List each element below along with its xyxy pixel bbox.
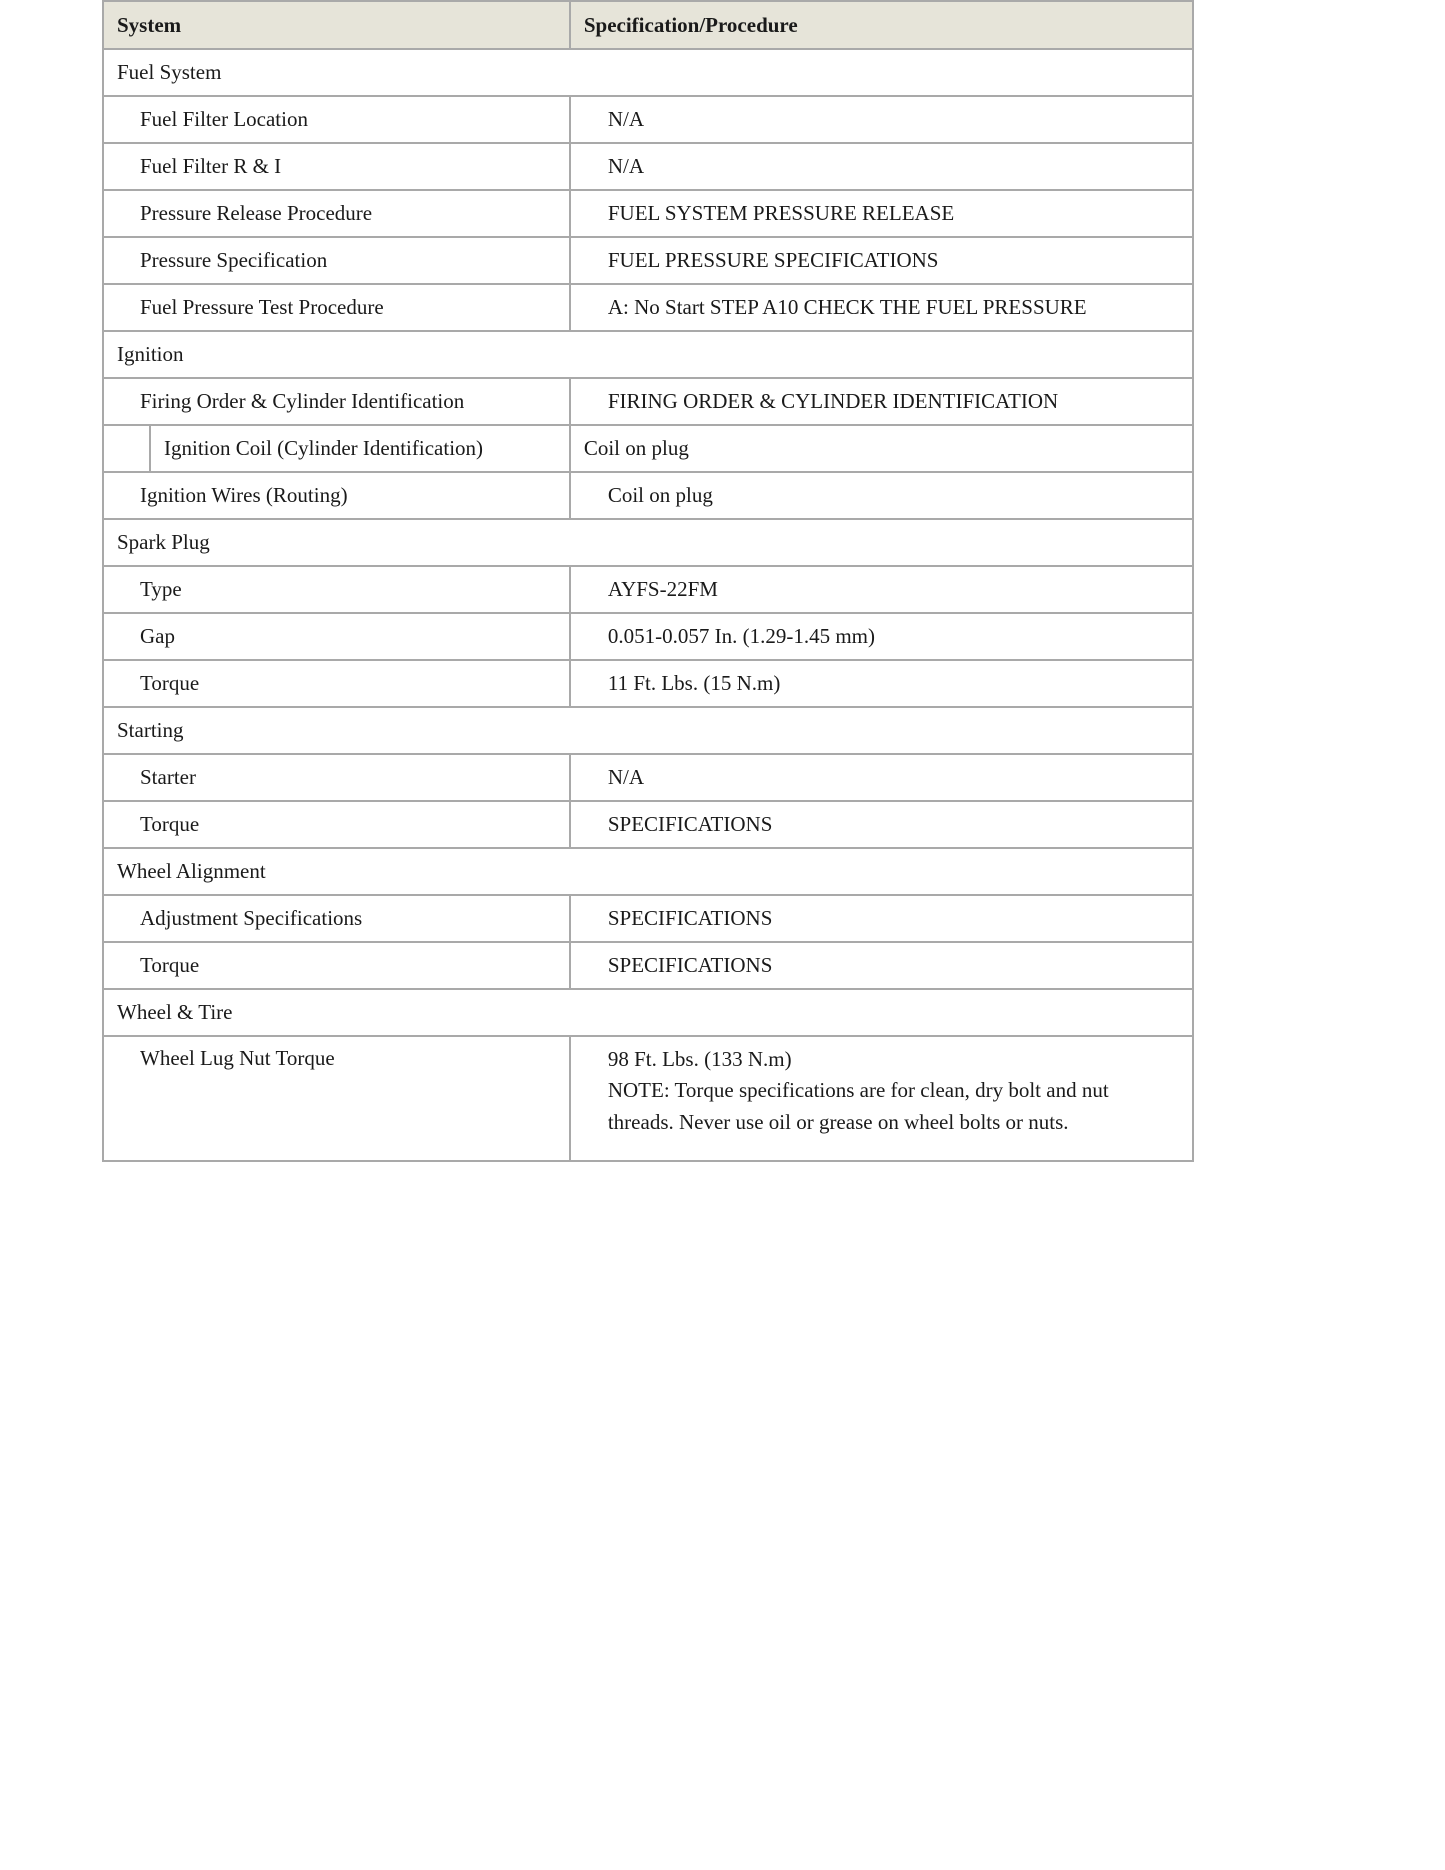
table-row xyxy=(103,143,1193,190)
row-label: Torque xyxy=(103,942,570,989)
row-value: 98 Ft. Lbs. (133 N.m) xyxy=(607,1047,792,1071)
row-value: N/A xyxy=(570,143,1193,190)
row-value-link[interactable]: FIRING ORDER & CYLINDER IDENTIFICATION xyxy=(570,378,1193,425)
row-label: Fuel Filter R & I xyxy=(103,143,570,190)
header-specification: Specification/Procedure xyxy=(570,1,1193,49)
row-value-link[interactable]: SPECIFICATIONS xyxy=(570,801,1193,848)
row-label: Fuel Filter Location xyxy=(103,96,570,143)
row-label: Starter xyxy=(103,754,570,801)
row-value-link[interactable]: A: No Start STEP A10 CHECK THE FUEL PRESSURE xyxy=(570,284,1193,331)
row-value-link[interactable]: SPECIFICATIONS xyxy=(570,942,1193,989)
table-header-row xyxy=(103,1,1193,49)
table-row xyxy=(103,378,1193,425)
row-label: Type xyxy=(103,566,570,613)
table-row xyxy=(103,96,1193,143)
row-label: Ignition Coil (Cylinder Identification) xyxy=(164,436,484,460)
row-value-link[interactable]: FUEL PRESSURE SPECIFICATIONS xyxy=(570,237,1193,284)
row-label: Firing Order & Cylinder Identification xyxy=(103,378,570,425)
row-value-link[interactable]: SPECIFICATIONS xyxy=(570,895,1193,942)
table-row xyxy=(103,895,1193,942)
table-row xyxy=(103,942,1193,989)
table-row xyxy=(103,284,1193,331)
table-row-nested xyxy=(103,425,1193,472)
table-row xyxy=(103,237,1193,284)
table-row xyxy=(103,801,1193,848)
table-row xyxy=(103,190,1193,237)
nested-label-cell xyxy=(103,425,570,472)
row-label: Torque xyxy=(103,660,570,707)
row-label: Pressure Release Procedure xyxy=(103,190,570,237)
section-heading: Fuel System xyxy=(103,49,1193,96)
row-value-with-note xyxy=(570,1036,1193,1161)
table-row xyxy=(103,472,1193,519)
table-row xyxy=(103,754,1193,801)
section-row-fuel-system xyxy=(103,49,1193,96)
row-value: Coil on plug xyxy=(570,425,1193,472)
row-label: Gap xyxy=(103,613,570,660)
table-row xyxy=(103,613,1193,660)
row-value: 0.051-0.057 In. (1.29-1.45 mm) xyxy=(570,613,1193,660)
section-row-wheel-tire xyxy=(103,989,1193,1036)
specification-table xyxy=(102,0,1194,1162)
section-heading: Wheel & Tire xyxy=(103,989,1193,1036)
table-row xyxy=(103,660,1193,707)
section-row-starting xyxy=(103,707,1193,754)
row-value: Coil on plug xyxy=(570,472,1193,519)
row-value: N/A xyxy=(570,754,1193,801)
row-value: 11 Ft. Lbs. (15 N.m) xyxy=(570,660,1193,707)
section-heading: Ignition xyxy=(103,331,1193,378)
indent-spacer xyxy=(104,426,151,471)
section-heading: Wheel Alignment xyxy=(103,848,1193,895)
row-label: Adjustment Specifications xyxy=(103,895,570,942)
row-label: Torque xyxy=(103,801,570,848)
row-label: Ignition Wires (Routing) xyxy=(103,472,570,519)
row-value-link[interactable]: FUEL SYSTEM PRESSURE RELEASE xyxy=(570,190,1193,237)
row-label: Fuel Pressure Test Procedure xyxy=(103,284,570,331)
section-row-ignition xyxy=(103,331,1193,378)
section-row-spark-plug xyxy=(103,519,1193,566)
row-label: Wheel Lug Nut Torque xyxy=(103,1036,570,1161)
section-heading: Spark Plug xyxy=(103,519,1193,566)
table-row xyxy=(103,1036,1193,1161)
row-label: Pressure Specification xyxy=(103,237,570,284)
nested-wrapper xyxy=(104,426,569,471)
table-row xyxy=(103,566,1193,613)
row-value: N/A xyxy=(570,96,1193,143)
torque-note: NOTE: Torque specifications are for clean, dry bolt and nut threads. Never use oil or grease on wheel bolts or nuts. xyxy=(607,1078,1109,1134)
row-value: AYFS-22FM xyxy=(570,566,1193,613)
header-system: System xyxy=(103,1,570,49)
section-row-wheel-alignment xyxy=(103,848,1193,895)
section-heading: Starting xyxy=(103,707,1193,754)
